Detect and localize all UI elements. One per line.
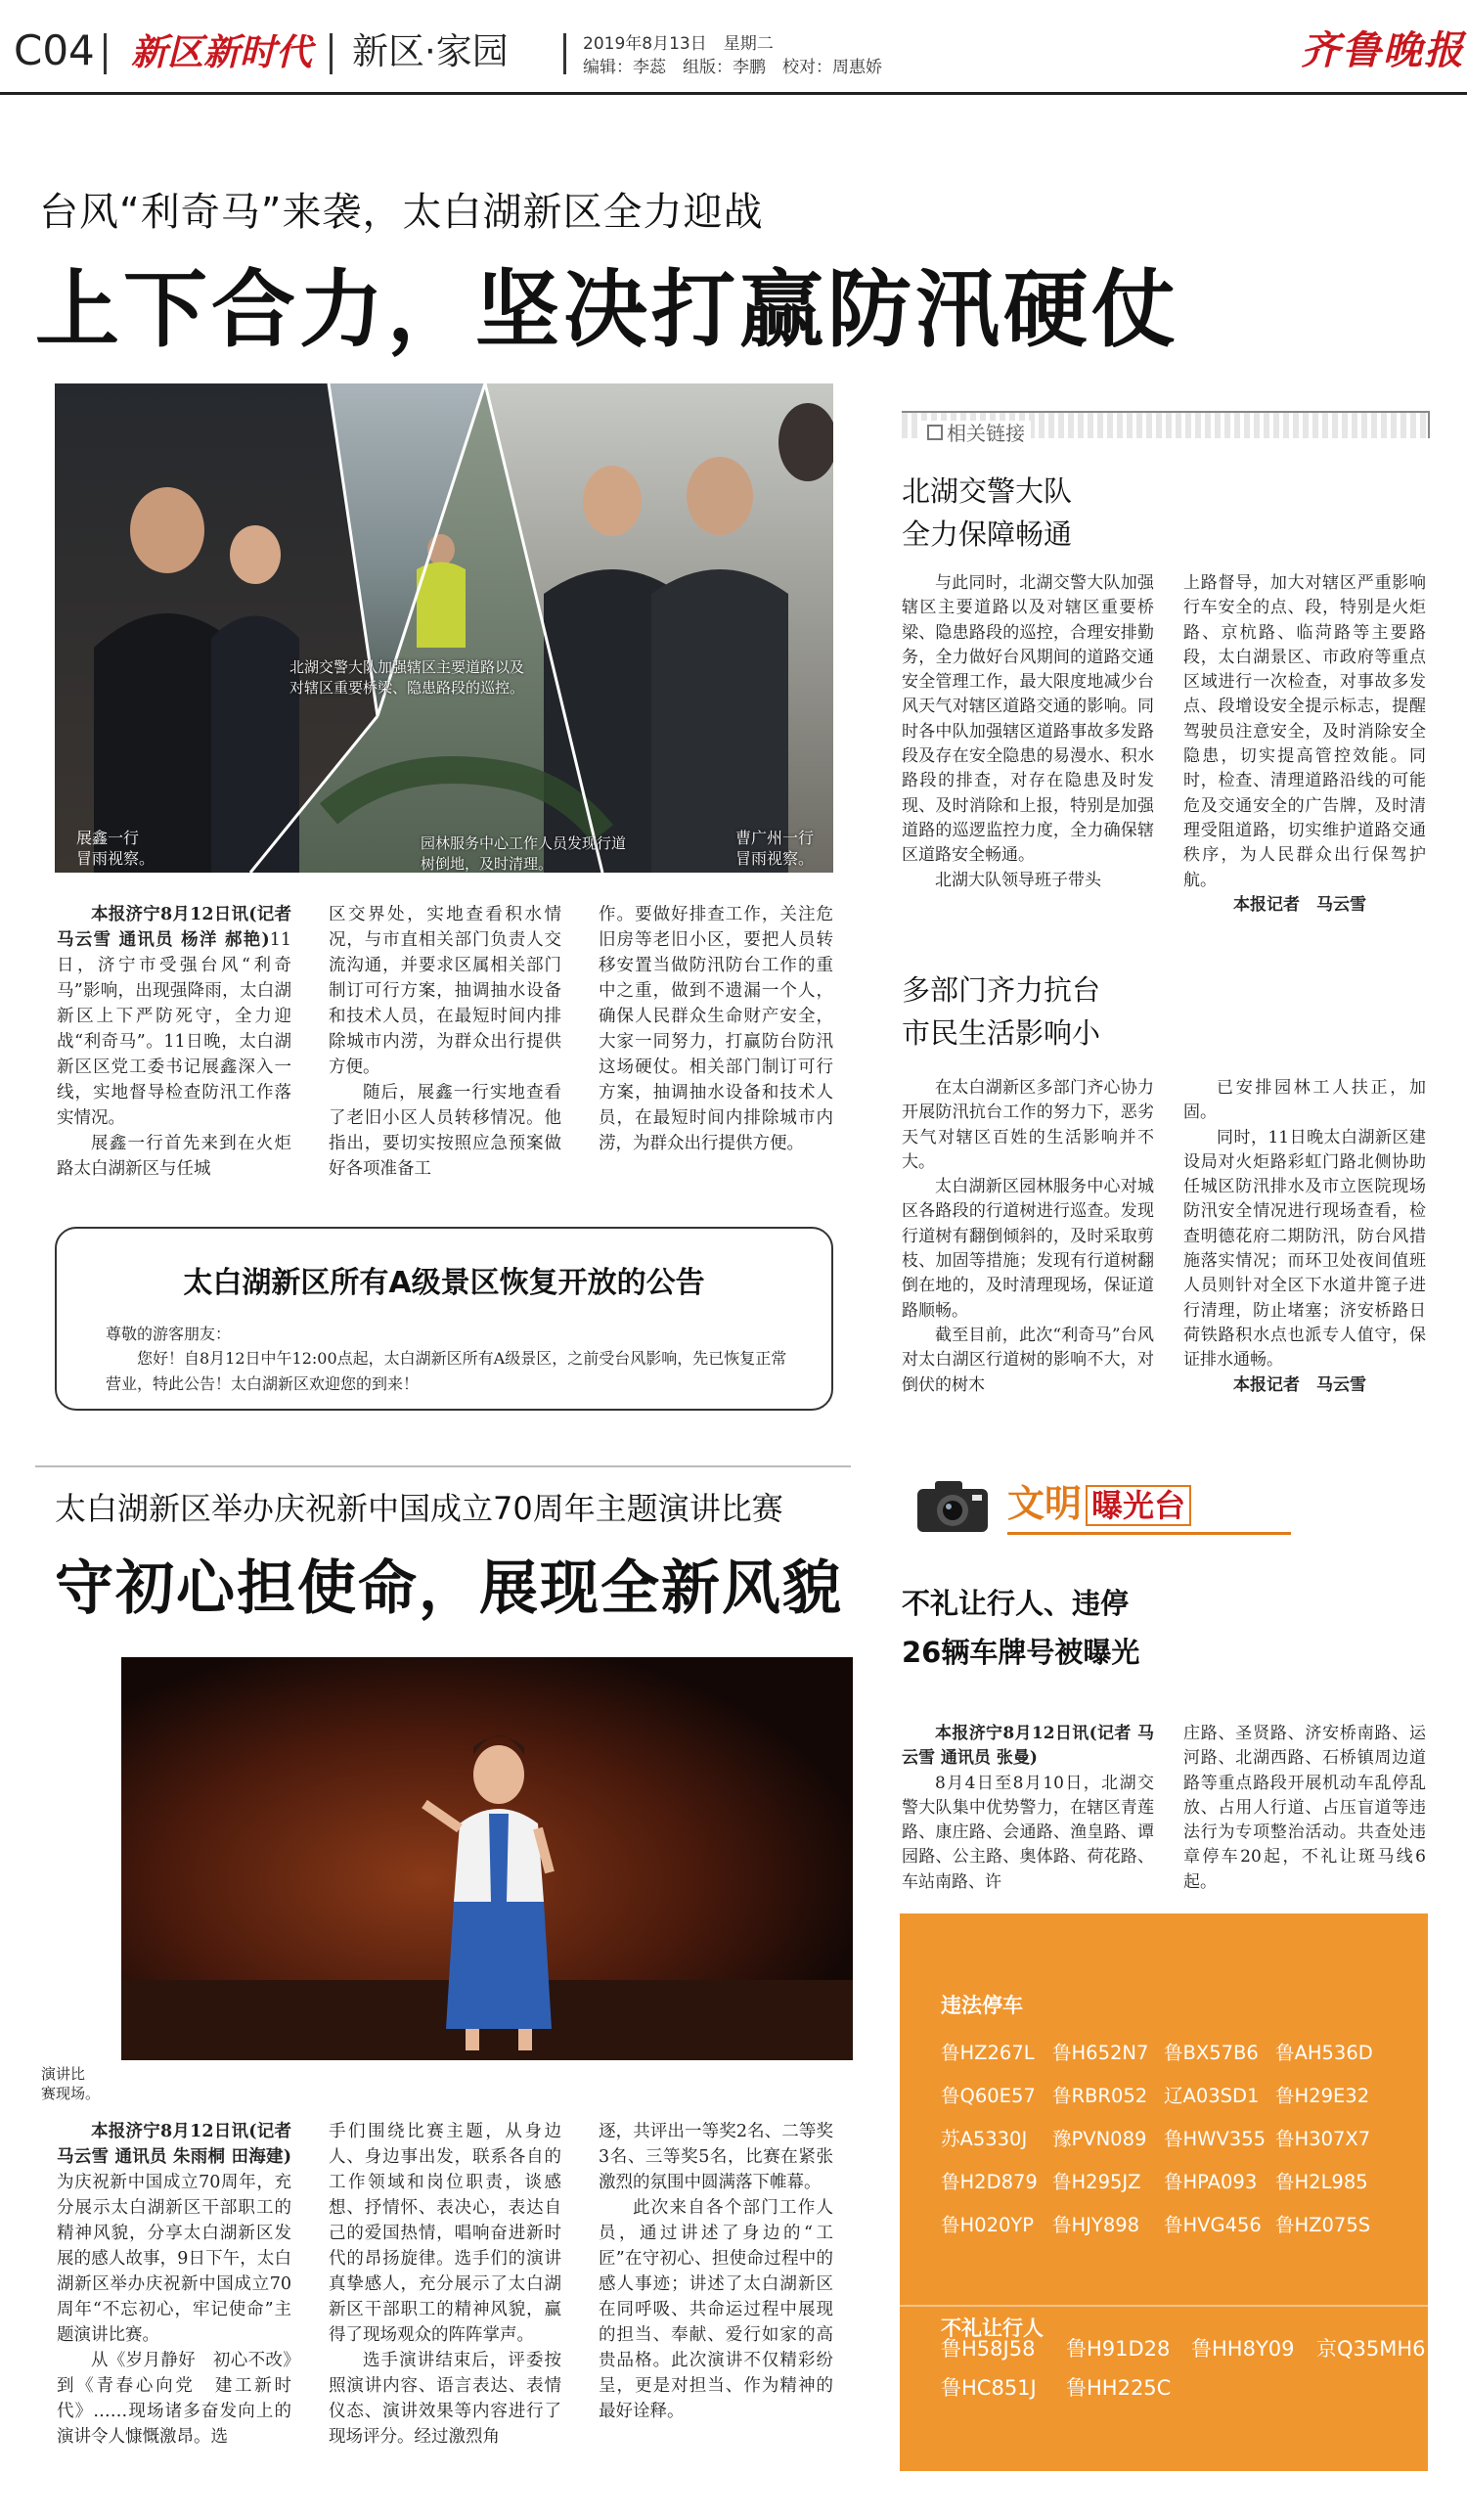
parking-plate: 鲁H307X7 (1275, 2128, 1371, 2150)
sidebar1-column-b (1183, 571, 1426, 918)
pedestrian-plate: 鲁H91D28 (1066, 2337, 1171, 2361)
sidebar2-byline: 本报记者 马云雪 (1233, 1374, 1366, 1395)
parking-plate: 鲁Q60E57 (941, 2085, 1036, 2107)
story2-caption: 演讲比 赛现场。 (41, 2065, 101, 2102)
story2-headline: 守初心担使命，展现全新风貌 (55, 1554, 843, 1623)
parking-plate: 鲁AH536D (1275, 2042, 1373, 2064)
sidebar2-colA-p3: 截至目前，此次“利奇马”台风对太白湖区行道树的影响不大，对倒伏的树木 (902, 1325, 1154, 1395)
story1-lead: 本报济宁8月12日讯(记者 马云雪 通讯员 杨洋 郝艳) (57, 905, 291, 950)
story2-column-2 (329, 2119, 561, 2450)
story1-column-3 (599, 902, 833, 1156)
sidebar1-headline-line1: 北湖交警大队 (902, 474, 1073, 508)
parking-plate: 鲁H020YP (941, 2214, 1035, 2236)
sidebar2-headline (902, 968, 1100, 1055)
header-date: 2019年8月13日 星期二 (583, 34, 774, 54)
story1-col1-p1: 11日，济宁市受强台风“利奇马”影响，出现强降雨，太白湖新区上下严防死守，全力迎战“利奇马”。11日晚，太白湖新区区党工委书记展鑫深入一线，实地督导检查防汛工作落实情况。 (57, 930, 291, 1128)
sidebar1-colA-p2: 北湖大队领导班子带头 (935, 870, 1101, 890)
section-title: 新区·家园 (352, 30, 509, 72)
parking-plate: 鲁H2L985 (1275, 2171, 1368, 2193)
notice-salutation: 尊敬的游客朋友： (106, 1325, 232, 1343)
story1-col2-p2: 随后，展鑫一行实地查看了老旧小区人员转移情况。他指出，要切实按照应急预案做好各项准备工 (329, 1083, 561, 1179)
exposure-banner-a: 文明 (1007, 1482, 1083, 1525)
sidebar1-column-a (902, 571, 1154, 893)
related-link-icon (927, 425, 943, 440)
sidebar2-column-b (1183, 1076, 1426, 1398)
parking-plate: 鲁H652N7 (1052, 2042, 1149, 2064)
caption-right: 曹广州一行 冒雨视察。 (735, 829, 815, 868)
pedestrian-plate: 鲁H58J58 (941, 2337, 1036, 2361)
collage-photo-art (55, 383, 833, 873)
pedestrian-title: 不礼让行人 (941, 2317, 1044, 2340)
exposure-column-a (902, 1722, 1154, 1895)
exposure-headline-line1: 不礼让行人、违停 (902, 1587, 1130, 1620)
pedestrian-plate: 鲁HH225C (1066, 2376, 1172, 2400)
story2-col3-p1: 逐，共评出一等奖2名、二等奖3名、三等奖5名，比赛在紧张激烈的氛围中圆满落下帷幕。 (599, 2122, 833, 2192)
parking-plate: 鲁HPA093 (1164, 2171, 1258, 2193)
story1-col3-p1: 作。要做好排查工作，关注危旧房等老旧小区，要把人员转移安置当做防汛防台工作的重中之重，做到不遗漏一个人，确保人民群众生命财产安全，大家一同努力，打赢防台防汛这场硬仗。相关部门制订可行方案，抽调抽水设备和技术人员，在最短时间内排除城市内涝，为群众出行提供方便。 (599, 905, 833, 1153)
story1-col1-p2: 展鑫一行首先来到在火炬路太白湖新区与任城 (57, 1134, 291, 1179)
exposure-headline (902, 1579, 1139, 1677)
story2-col2-p2: 选手演讲结束后，评委按照演讲内容、语言表达、表情仪态、演讲效果等内容进行了现场评分。经过激烈角 (329, 2351, 561, 2447)
exposure-colA-p1: 8月4日至8月10日，北湖交警大队集中优势警力，在辖区青莲路、康庄路、会通路、渔皇路、谭园路、公主路、奥体路、荷花路、车站南路、许 (902, 1773, 1154, 1892)
notice-title: 太白湖新区所有A级景区恢复开放的公告 (183, 1266, 705, 1300)
parking-plate: 苏A5330J (941, 2128, 1028, 2150)
story1-kicker: 台风“利奇马”来袭，太白湖新区全力迎战 (39, 190, 764, 235)
story2-col2-p1: 手们围绕比赛主题，从身边人、身边事出发，联系各自的工作领域和岗位职责，谈感想、抒情怀、表决心，表达自己的爱国热情，唱响奋进新时代的昂扬旋律。选手们的演讲真挚感人，充分展示了太白湖新区干部职工的精神风貌，赢得了现场观众的阵阵掌声。 (329, 2122, 561, 2345)
parking-plate: 豫PVN089 (1052, 2128, 1147, 2150)
camera-icon (913, 1475, 994, 1540)
story1-headline: 上下合力，坚决打赢防汛硬仗 (35, 261, 1179, 359)
parking-plate: 鲁RBR052 (1052, 2085, 1148, 2107)
illegal-parking-title: 违法停车 (941, 1994, 1023, 2017)
parking-plate: 鲁H295JZ (1052, 2171, 1141, 2193)
paper-logo: 齐鲁晚报 (1301, 27, 1465, 73)
exposure-lead: 本报济宁8月12日讯(记者 马云雪 通讯员 张曼) (902, 1724, 1154, 1769)
story1-column-2 (329, 902, 561, 1182)
sidebar1-headline (902, 470, 1072, 556)
header-divider-1 (104, 33, 107, 74)
caption-center-top: 北湖交警大队加强辖区主要道路以及 对辖区重要桥梁、隐患路段的巡控。 (289, 658, 525, 697)
parking-plate: 鲁H29E32 (1275, 2085, 1370, 2107)
story1-col2-p1: 区交界处，实地查看积水情况，与市直相关部门负责人交流沟通，并要求区属相关部门制订可行方案，抽调抽水设备和技术人员，在最短时间内排除城市内涝，为群众出行提供方便。 (329, 905, 561, 1077)
caption-center-bottom: 园林服务中心工作人员发现行道 树倒地，及时清理。 (421, 834, 627, 873)
story2-col3-p2: 此次来自各个部门工作人员，通过讲述了身边的“工匠”在守初心、担使命过程中的感人事迹；讲述了太白湖新区在同呼吸、共命运过程中展现的担当、奉献、爱行如家的高贵品格。此次演讲不仅精彩纷呈，更是对担当、作为精神的最好诠释。 (599, 2198, 833, 2421)
exposure-headline-line2: 26辆车牌号被曝光 (902, 1636, 1140, 1669)
section-divider (35, 1465, 851, 1467)
exposure-column-b (1183, 1722, 1426, 1895)
related-link-label: 相关链接 (947, 422, 1025, 445)
parking-plate: 鲁BX57B6 (1164, 2042, 1259, 2064)
story2-kicker: 太白湖新区举办庆祝新中国成立70周年主题演讲比赛 (55, 1490, 783, 1527)
sidebar2-headline-line2: 市民生活影响小 (902, 1016, 1101, 1050)
story2-col1-p2: 从《岁月静好 初心不改》到《青春心向党 建工新时代》……现场诸多奋发向上的演讲令人慷慨激昂。选 (57, 2351, 291, 2447)
sidebar2-colA-p2: 太白湖新区园林服务中心对城区各路段的行道树进行巡查。发现行道树有翻倒倾斜的，及时采取剪枝、加固等措施；发现有行道树翻倒在地的，及时清理现场，保证道路顺畅。 (902, 1177, 1154, 1321)
sidebar1-colA-p1: 与此同时，北湖交警大队加强辖区主要道路以及对辖区重要桥梁、隐患路段的巡控，合理安排勤务，全力做好台风期间的道路交通安全管理工作，最大限度地减少台风天气对辖区道路交通的影响。同时各中队加强辖区道路事故多发路段及存在安全隐患的易漫水、积水路段的排查，对存在隐患及时发现、及时消除和上报，特别是加强道路的巡逻监控力度，全力确保辖区道路安全畅通。 (902, 573, 1154, 866)
sidebar1-headline-line2: 全力保障畅通 (902, 518, 1073, 551)
parking-plate: 鲁HJY898 (1052, 2214, 1140, 2236)
caption-left: 展鑫一行 冒雨视察。 (76, 829, 156, 868)
exposure-banner-underline (1007, 1532, 1291, 1535)
sidebar1-colB-p1: 上路督导，加大对辖区严重影响行车安全的点、段，特别是火炬路、京杭路、临菏路等主要路段，太白湖景区、市政府等重点区域进行一次检查，对事故多发点、段增设安全提示标志，提醒驾驶员注意安全，及时消除安全隐患，切实提高管控效能。同时，检查、清理道路沿线的可能危及交通安全的广告牌，及时清理受阻道路，切实维护道路交通秩序，为人民群众出行保驾护航。 (1183, 573, 1426, 890)
parking-plate: 鲁HZ267L (941, 2042, 1035, 2064)
parking-plate: 鲁HZ075S (1275, 2214, 1371, 2236)
story2-col1-p1: 为庆祝新中国成立70周年，充分展示太白湖新区干部职工的精神风貌，分享太白湖新区发展的感人故事，9日下午，太白湖新区举办庆祝新中国成立70周年“不忘初心，牢记使命”主题演讲比赛。 (57, 2173, 291, 2345)
sidebar2-column-a (902, 1076, 1154, 1398)
pedestrian-plate: 鲁HH8Y09 (1191, 2337, 1295, 2361)
sidebar2-colB-p1: 已安排园林工人扶正，加固。 (1183, 1078, 1426, 1123)
story1-photo-collage (55, 383, 833, 873)
sidebar2-colB-p2: 同时，11日晚太白湖新区建设局对火炬路彩虹门路北侧协助任城区防汛排水及市立医院现场防汛安全情况进行现场查看，检查明德花府二期防汛，防台风措施落实情况；而环卫处夜间值班人员则针对全区下水道井篦子进行清理，防止堵塞；济安桥路日荷铁路积水点也派专人值守，保证排水通畅。 (1183, 1127, 1426, 1371)
parking-plate: 鲁H2D879 (941, 2171, 1038, 2193)
story2-column-1 (57, 2119, 291, 2450)
exposure-colB-p1: 庄路、圣贤路、济安桥南路、运河路、北湖西路、石桥镇周边道路等重点路段开展机动车乱停乱放、占用人行道、占压盲道等违法行为专项整治活动。共查处违章停车20起，不礼让斑马线6起。 (1183, 1724, 1426, 1892)
stage-photo-art (121, 1657, 853, 2060)
plates-panel-divider (900, 2305, 1428, 2307)
parking-plate: 鲁HVG456 (1164, 2214, 1262, 2236)
section-brand: 新区新时代 (131, 30, 312, 73)
parking-plate: 鲁HWV355 (1164, 2128, 1267, 2150)
page-number: C04 (14, 26, 95, 74)
exposure-banner-b: 曝光台 (1086, 1485, 1191, 1526)
related-link-tag (921, 421, 1031, 446)
pedestrian-plate: 鲁HC851J (941, 2376, 1037, 2400)
story2-column-3 (599, 2119, 833, 2424)
pedestrian-plate: 京Q35MH6 (1316, 2337, 1426, 2361)
header-divider-2 (330, 33, 333, 74)
story1-column-1 (57, 902, 291, 1182)
story2-photo (121, 1657, 853, 2060)
camera-icon-svg (913, 1475, 994, 1536)
parking-plate: 辽A03SD1 (1164, 2085, 1260, 2107)
exposure-banner (1007, 1481, 1191, 1528)
header-credits: 编辑：李蕊 组版：李鹏 校对：周惠娇 (583, 58, 882, 77)
header-rule (0, 92, 1467, 95)
sidebar2-colA-p1: 在太白湖新区多部门齐心协力开展防汛抗台工作的努力下，恶劣天气对辖区百姓的生活影响并不大。 (902, 1078, 1154, 1172)
header-divider-3 (563, 33, 566, 74)
sidebar2-headline-line1: 多部门齐力抗台 (902, 973, 1101, 1007)
notice-body: 您好！自8月12日中午12:00点起，太白湖新区所有A级景区，之前受台风影响，先已恢复正常营业，特此公告！太白湖新区欢迎您的到来！ (106, 1349, 787, 1393)
sidebar1-byline: 本报记者 马云雪 (1233, 894, 1366, 915)
story2-lead: 本报济宁8月12日讯(记者 马云雪 通讯员 朱雨桐 田海建) (57, 2122, 291, 2167)
